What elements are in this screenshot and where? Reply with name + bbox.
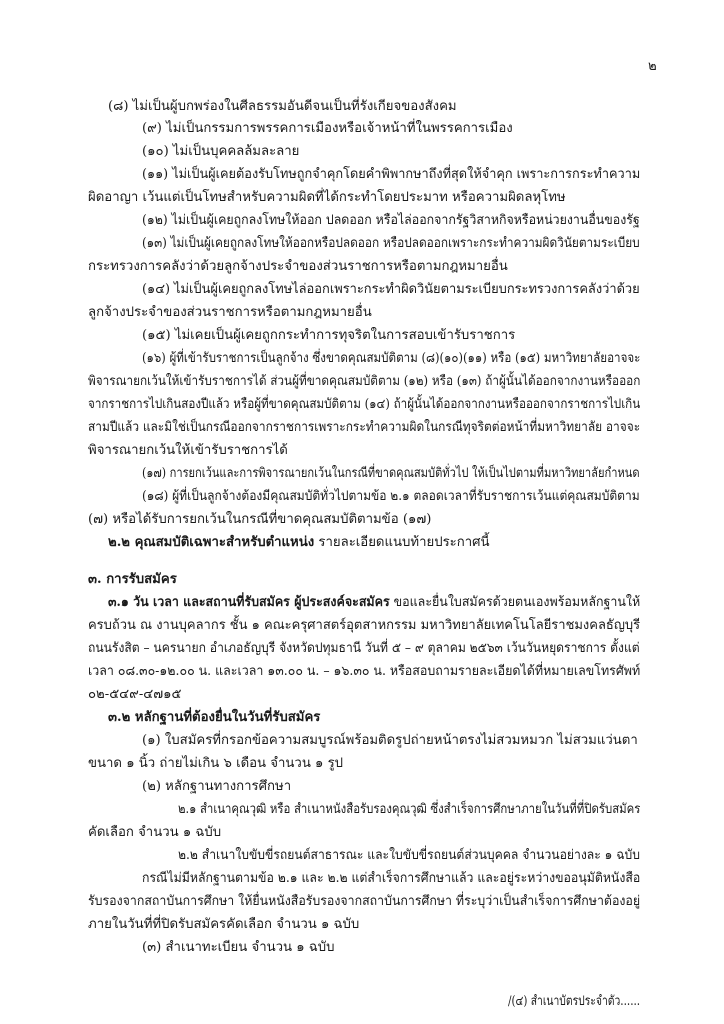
text-line: (๑๑) ไม่เป็นผู้เคยต้องรับโทษถูกจำคุกโดยคำพิพากษาถึงที่สุดให้จำคุก เพราะการกระทำความ [142, 167, 641, 182]
section-heading: ๓. การรับสมัคร [88, 572, 177, 587]
text-line: จากราชการไปเกินสองปีแล้ว หรือผู้ที่ขาดคุณสมบัติตาม (๑๔) ถ้าผู้นั้นได้ออกจากงานหรือออกจากราชการไปเกิน [88, 397, 641, 412]
text-line: ๒.๑ สำเนาคุณวุฒิ หรือ สำเนาหนังสือรับรองคุณวุฒิ ซึ่งสำเร็จการศึกษาภายในวันที่ที่ปิดรับสมัคร [178, 802, 641, 817]
text-line: (๑๘) ผู้ที่เป็นลูกจ้างต้องมีคุณสมบัติทั่วไปตามข้อ ๒.๑ ตลอดเวลาที่รับราชการเว้นแต่คุณสมบัติตาม [142, 489, 640, 504]
section-heading: ๒.๒ คุณสมบัติเฉพาะสำหรับตำแหน่ง [108, 535, 315, 550]
text-line: (๑๗) การยกเว้นและการพิจารณายกเว้นในกรณีที่ขาดคุณสมบัติทั่วไป ให้เป็นไปตามที่มหาวิทยาลัยกำหนด [142, 466, 640, 481]
text-line: (๙) ไม่เป็นกรรมการพรรคการเมืองหรือเจ้าหน้าที่ในพรรคการเมือง [142, 121, 513, 136]
text-line: (๑๔) ไม่เป็นผู้เคยถูกลงโทษไล่ออกเพราะกระทำผิดวินัยตามระเบียบกระทรวงการคลังว่าด้วย [142, 282, 640, 297]
text-line: ภายในวันที่ที่ปิดรับสมัครคัดเลือก จำนวน ๑ ฉบับ [88, 917, 360, 932]
text-line: (๑๖) ผู้ที่เข้ารับราชการเป็นลูกจ้าง ซึ่งขาดคุณสมบัติตาม (๘)(๑๐)(๑๑) หรือ (๑๕) มหาวิทยาลัยอาจจะ [142, 351, 641, 366]
page-footer-continuation: /(๔) สำเนาบัตรประจำตัว...... [508, 994, 641, 1009]
text-line: ครบถ้วน ณ งานบุคลากร ชั้น ๑ คณะครุศาสตร์อุตสาหกรรม มหาวิทยาลัยเทคโนโลยีราชมงคลธัญบุรี [88, 618, 641, 633]
text-line: (๑๓) ไม่เป็นผู้เคยถูกลงโทษให้ออกหรือปลดออก หรือปลดออกเพราะกระทำความผิดวินัยตามระเบียบ [142, 236, 640, 251]
text-line: (๘) ไม่เป็นผู้บกพร่องในศีลธรรมอันดีจนเป็นที่รังเกียจของสังคม [108, 99, 457, 114]
text-line: พิจารณายกเว้นให้เข้ารับราชการได้ ส่วนผู้ที่ขาดคุณสมบัติตาม (๑๒) หรือ (๑๓) ถ้าผู้นั้นได้ออกจากงานหรือออก [88, 374, 641, 389]
text-line: ลูกจ้างประจำของส่วนราชการหรือตามกฎหมายอื่น [88, 305, 372, 320]
text-line: คัดเลือก จำนวน ๑ ฉบับ [88, 825, 222, 840]
text-line: สามปีแล้ว และมิใช่เป็นกรณีออกจากราชการเพราะกระทำความผิดในกรณีทุจริตต่อหน้าที่มหาวิทยาลัย อาจจะ [88, 420, 641, 435]
text-line: (๑๐) ไม่เป็นบุคคลล้มละลาย [142, 144, 300, 159]
text-line: ๐๒-๕๔๙-๔๗๑๕ [88, 687, 182, 702]
section-heading-rest: ขอและยื่นใบสมัครด้วยตนเองพร้อมหลักฐานให้ [389, 595, 641, 610]
section-line [108, 534, 490, 551]
section-heading: ๓.๒ หลักฐานที่ต้องยื่นในวันที่รับสมัคร [108, 710, 321, 725]
text-line: ขนาด ๑ นิ้ว ถ่ายไม่เกิน ๖ เดือน จำนวน ๑ รูป [88, 756, 344, 771]
text-line: ผิดอาญา เว้นแต่เป็นโทษสำหรับความผิดที่ได้กระทำโดยประมาท หรือความผิดลหุโทษ [88, 190, 566, 205]
page-number: ๒ [648, 59, 657, 74]
section-heading-rest: รายละเอียดแนบท้ายประกาศนี้ [314, 535, 490, 550]
text-line: ๒.๒ สำเนาใบขับขี่รถยนต์สาธารณะ และใบขับขี่รถยนต์ส่วนบุคคล จำนวนอย่างละ ๑ ฉบับ [178, 848, 640, 863]
section-heading: ๓.๑ วัน เวลา และสถานที่รับสมัคร ผู้ประสงค์จะสมัคร [108, 595, 390, 610]
text-line: กระทรวงการคลังว่าด้วยลูกจ้างประจำของส่วนราชการหรือตามกฎหมายอื่น [88, 259, 508, 274]
text-line: (๗) หรือได้รับการยกเว้นในกรณีที่ขาดคุณสมบัติตามข้อ (๑๗) [88, 512, 432, 527]
text-line: ถนนรังสิต – นครนายก อำเภอธัญบุรี จังหวัดปทุมธานี วันที่ ๕ – ๙ ตุลาคม ๒๕๖๓ เว้นวันหยุดราชการ ตั้งแต่ [88, 641, 640, 656]
text-line: (๒) หลักฐานทางการศึกษา [142, 779, 292, 794]
section-line [108, 594, 640, 611]
text-line: เวลา ๐๘.๓๐-๑๒.๐๐ น. และเวลา ๑๓.๐๐ น. – ๑๖.๓๐ น. หรือสอบถามรายละเอียดได้ที่หมายเลขโทรศัพท์ [88, 664, 641, 679]
text-line: (๓) สำเนาทะเบียน จำนวน ๑ ฉบับ [142, 940, 335, 955]
text-line: (๑๒) ไม่เป็นผู้เคยถูกลงโทษให้ออก ปลดออก หรือไล่ออกจากรัฐวิสาหกิจหรือหน่วยงานอื่นของรัฐ [142, 213, 640, 228]
text-line: (๑๕) ไม่เคยเป็นผู้เคยถูกกระทำการทุจริตในการสอบเข้ารับราชการ [142, 328, 516, 343]
text-line: กรณีไม่มีหลักฐานตามข้อ ๒.๑ และ ๒.๒ แต่สำเร็จการศึกษาแล้ว และอยู่ระหว่างขออนุมัติหนังสือ [142, 871, 641, 886]
text-line: (๑) ใบสมัครที่กรอกข้อความสมบูรณ์พร้อมติดรูปถ่ายหน้าตรงไม่สวมหมวก ไม่สวมแว่นตา [142, 733, 638, 748]
text-line: รับรองจากสถาบันการศึกษา ให้ยื่นหนังสือรับรองจากสถาบันการศึกษา ที่ระบุว่าเป็นสำเร็จการศึกษาต้องอยู่ [88, 894, 641, 909]
text-line: พิจารณายกเว้นให้เข้ารับราชการได้ [88, 443, 288, 458]
